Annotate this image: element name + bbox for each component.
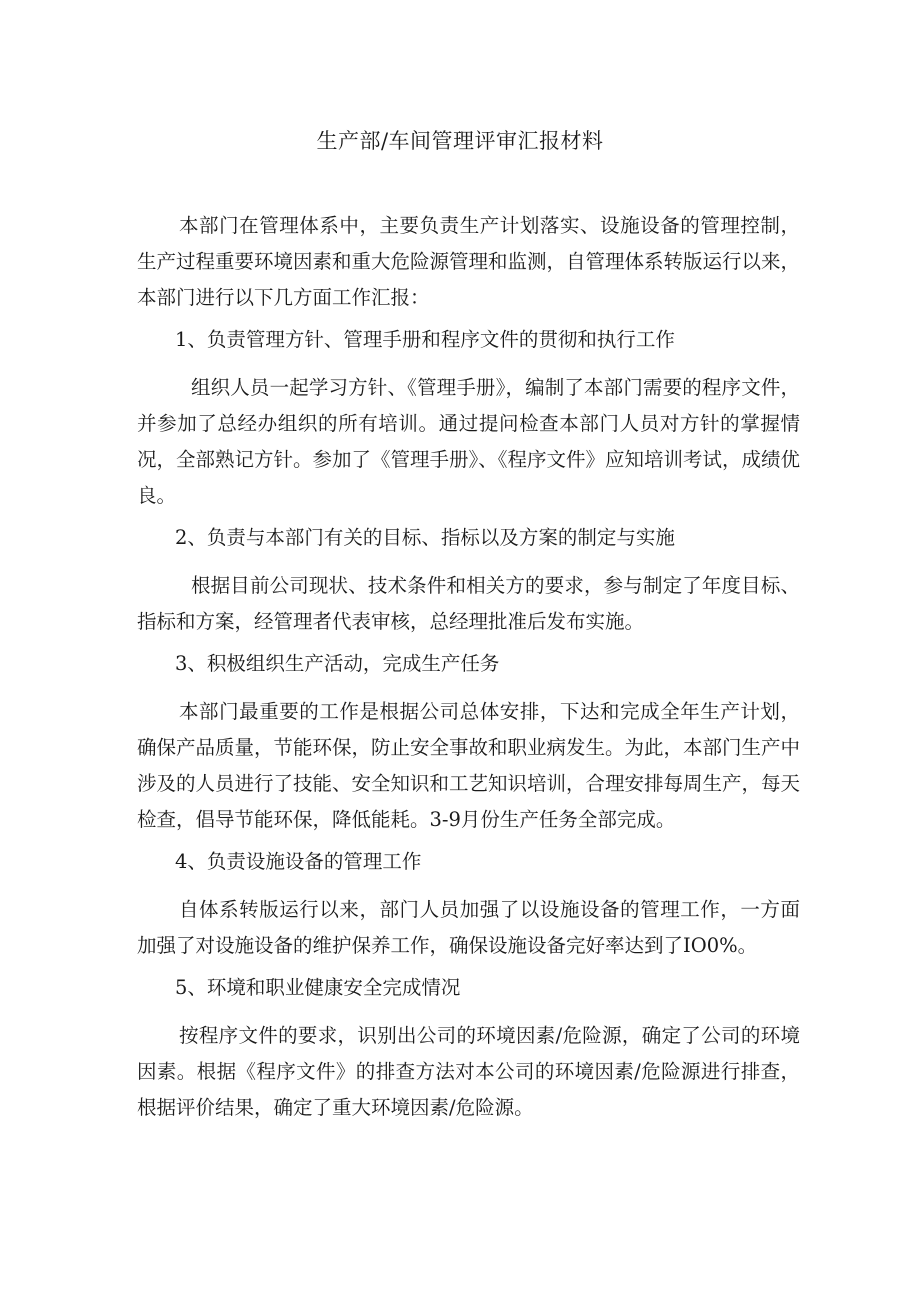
intro-paragraph: 本部门在管理体系中，主要负责生产计划落实、设施设备的管理控制，生产过程重要环境因素和重大危险源管理和监测，自管理体系转版运行以来，本部门进行以下几方面工作汇报： <box>137 214 801 309</box>
section-heading-5: 5、环境和职业健康安全完成情况 <box>175 976 461 999</box>
section-heading-3: 3、积极组织生产活动，完成生产任务 <box>175 652 500 675</box>
document-title: 生产部/车间管理评审汇报材料 <box>316 129 604 153</box>
section-heading-1: 1、负责管理方针、管理手册和程序文件的贯彻和执行工作 <box>175 328 675 351</box>
section-heading-2: 2、负责与本部门有关的目标、指标以及方案的制定与实施 <box>175 526 675 549</box>
document-body <box>137 208 800 1132</box>
section-body-4: 自体系转版运行以来，部门人员加强了以设施设备的管理工作，一方面加强了对设施设备的维护保养工作，确保设施设备完好率达到了IO0%。 <box>137 898 800 957</box>
section-body-2: 根据目前公司现状、技术条件和相关方的要求，参与制定了年度目标、指标和方案，经管理者代表审核，总经理批准后发布实施。 <box>137 574 800 633</box>
section-body-1: 组织人员一起学习方针、《管理手册》，编制了本部门需要的程序文件，并参加了总经办组织的所有培训。通过提问检查本部门人员对方针的掌握情况，全部熟记方针。参加了《管理手册》、《程序文件》应知培训考试，成绩优良。 <box>137 376 801 507</box>
section-heading-4: 4、负责设施设备的管理工作 <box>175 850 422 873</box>
section-body-5: 按程序文件的要求，识别出公司的环境因素/危险源，确定了公司的环境因素。根据《程序文件》的排查方法对本公司的环境因素/危险源进行排查，根据评价结果，确定了重大环境因素/危险源。 <box>137 1024 800 1119</box>
section-body-3: 本部门最重要的工作是根据公司总体安排，下达和完成全年生产计划，确保产品质量，节能环保，防止安全事故和职业病发生。为此，本部门生产中涉及的人员进行了技能、安全知识和工艺知识培训，合理安排每周生产，每天检查，倡导节能环保，降低能耗。3-9月份生产任务全部完成。 <box>137 700 801 831</box>
